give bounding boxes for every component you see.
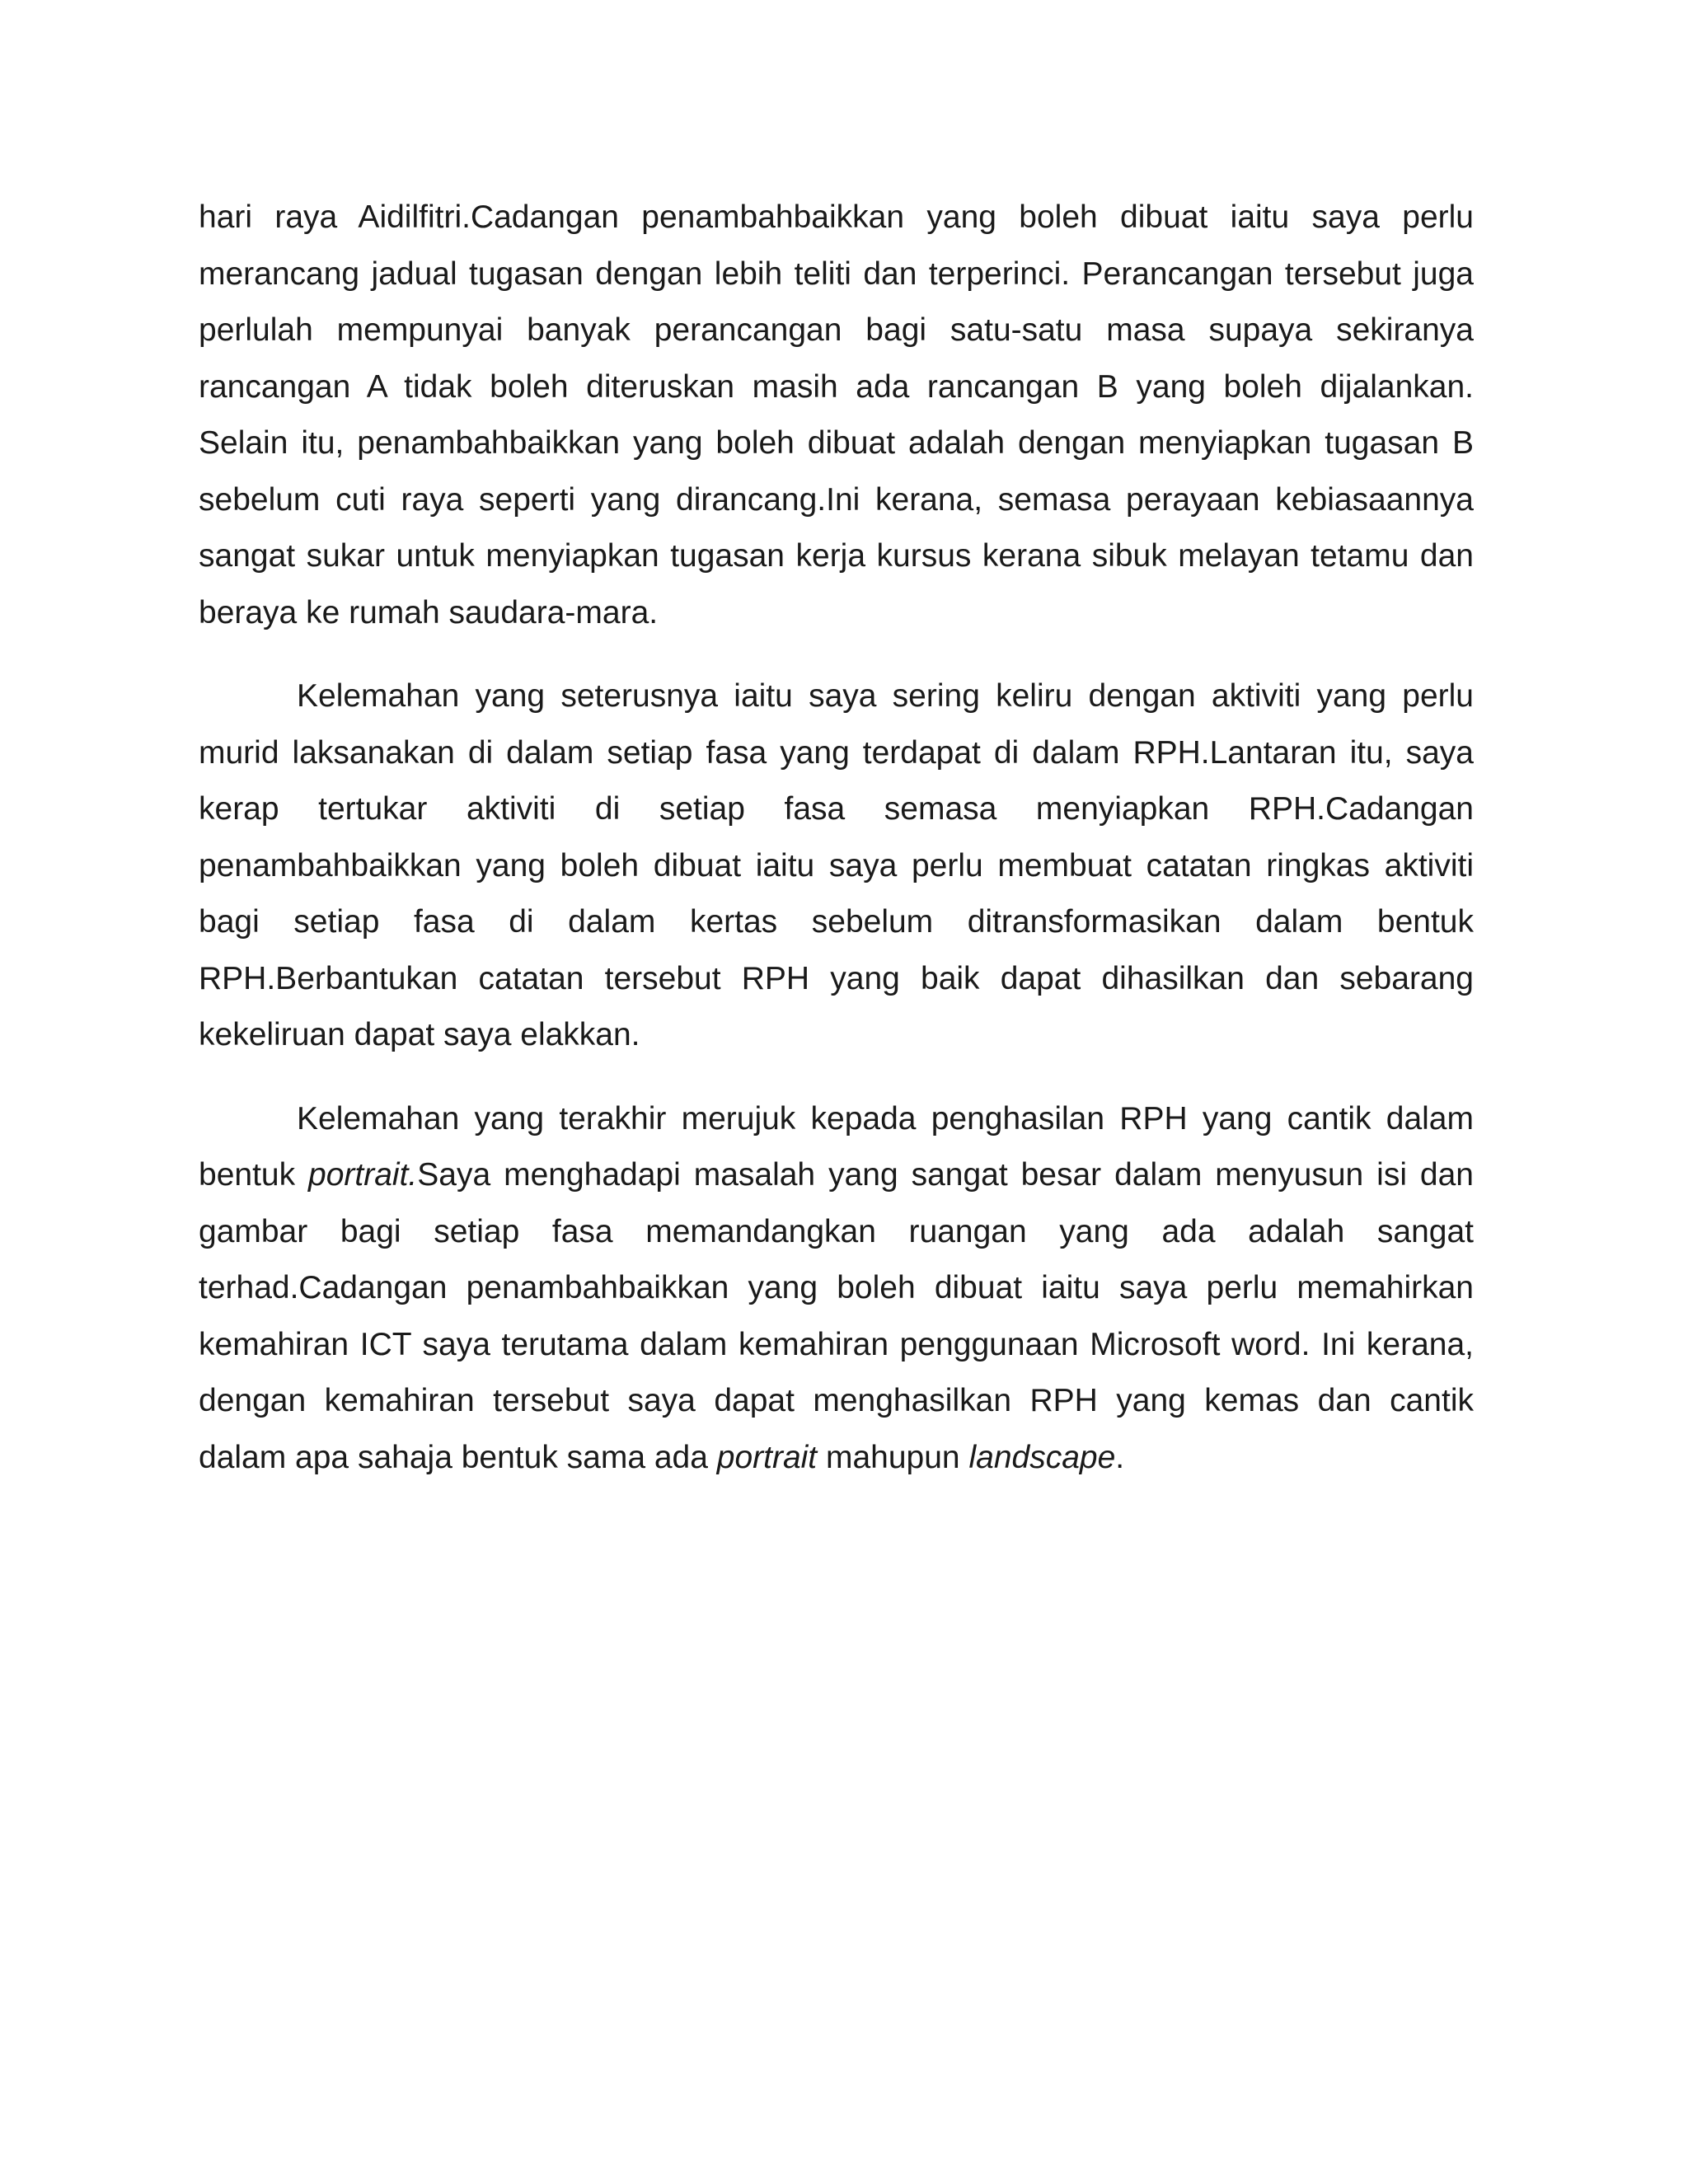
paragraph-3-text-mahupun: mahupun (817, 1439, 969, 1475)
document-body (199, 190, 1474, 1513)
paragraph-3-italic-portrait: portrait. (308, 1157, 418, 1193)
paragraph-1 (199, 190, 1474, 641)
paragraph-2 (199, 668, 1474, 1064)
paragraph-3 (199, 1091, 1474, 1487)
paragraph-3-text-end: . (1115, 1439, 1125, 1475)
paragraph-2-text: Kelemahan yang seterusnya iaitu saya sering keliru dengan aktiviti yang perlu murid laksanakan di dalam setiap fasa yang terdapat di dalam RPH.Lantaran itu, saya kerap tertukar aktiviti di setiap fasa semasa menyiapkan RPH.Cadangan penambahbaikkan yang boleh dibuat iaitu saya perlu membuat catatan ringkas aktiviti bagi setiap fasa di dalam kertas sebelum ditransformasikan dalam bentuk RPH.Berbantukan catatan tersebut RPH yang baik dapat dihasilkan dan sebarang kekeliruan dapat saya elakkan. (199, 678, 1474, 1052)
paragraph-3-text-start: Kelemahan yang terakhir merujuk kepada penghasilan RPH yang cantik dalam bentuk (199, 1100, 1474, 1193)
paragraph-3-italic-landscape: landscape (968, 1439, 1116, 1475)
paragraph-3-italic-portrait-2: portrait (716, 1439, 818, 1475)
paragraph-1-text: hari raya Aidilfitri.Cadangan penambahbaikkan yang boleh dibuat iaitu saya perlu merancang jadual tugasan dengan lebih teliti dan terperinci. Perancangan tersebut juga perlulah mempunyai banyak perancangan bagi satu-satu masa supaya sekiranya rancangan A tidak boleh diteruskan masih ada rancangan B yang boleh dijalankan. Selain itu, penambahbaikkan yang boleh dibuat adalah dengan menyiapkan tugasan B sebelum cuti raya seperti yang dirancang.Ini kerana, semasa perayaan kebiasaannya sangat sukar untuk menyiapkan tugasan kerja kursus kerana sibuk melayan tetamu dan beraya ke rumah saudara-mara. (199, 199, 1474, 630)
paragraph-3-text-middle: Saya menghadapi masalah yang sangat besar dalam menyusun isi dan gambar bagi setiap fasa memandangkan ruangan yang ada adalah sangat terhad.Cadangan penambahbaikkan yang boleh dibuat iaitu saya perlu memahirkan kemahiran ICT saya terutama dalam kemahiran penggunaan Microsoft word. Ini kerana, dengan kemahiran tersebut saya dapat menghasilkan RPH yang kemas dan cantik dalam apa sahaja bentuk sama ada (199, 1157, 1474, 1475)
